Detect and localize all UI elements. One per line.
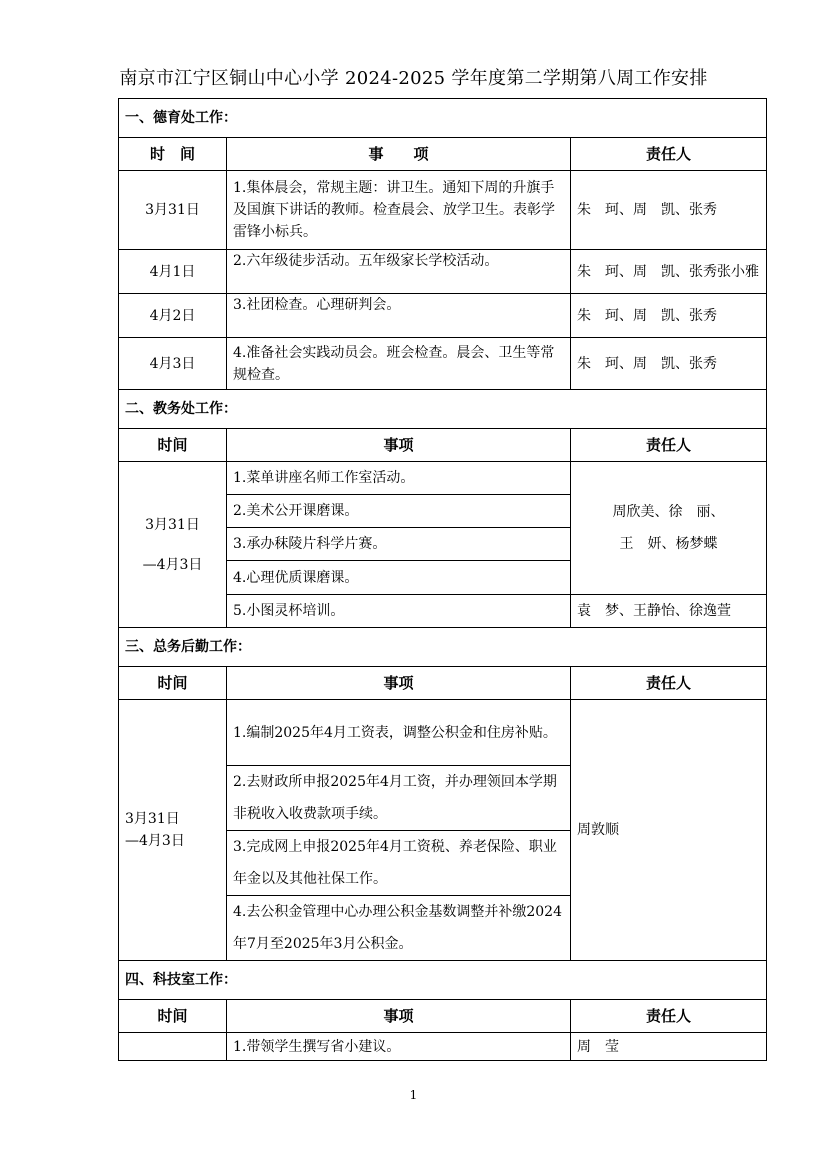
person-line: 王 妍、杨梦蝶	[619, 536, 718, 552]
page-number: 1	[409, 1088, 418, 1102]
table-row	[119, 1033, 767, 1061]
col-header-person: 责任人	[571, 429, 767, 462]
col-header-item: 事 项	[227, 138, 571, 171]
section-zongwu-heading-row	[119, 628, 767, 667]
col-header-time: 时间	[119, 1000, 227, 1033]
section-jiaowu-heading-row	[119, 390, 767, 429]
col-header-item: 事项	[227, 429, 571, 462]
col-header-person: 责任人	[571, 1000, 767, 1033]
col-header-person: 责任人	[571, 667, 767, 700]
section-heading: 一、德育处工作：	[119, 99, 767, 138]
row-date	[119, 700, 227, 961]
row-person: 袁 梦、王静怡、徐逸萱	[571, 595, 767, 628]
table-row	[119, 294, 767, 338]
col-header-time: 时 间	[119, 138, 227, 171]
schedule-table	[118, 98, 767, 1061]
row-person: 朱 珂、周 凯、张秀张小雅	[571, 250, 767, 294]
row-person	[571, 462, 767, 595]
row-item: 5.小图灵杯培训。	[227, 595, 571, 628]
section-heading: 二、教务处工作：	[119, 390, 767, 429]
row-item: 1.编制2025年4月工资表，调整公积金和住房补贴。	[227, 700, 571, 766]
row-item: 3.承办秣陵片科学片赛。	[227, 528, 571, 561]
col-header-time: 时间	[119, 667, 227, 700]
col-header-item: 事项	[227, 1000, 571, 1033]
table-row	[119, 462, 767, 495]
date-line: 3月31日	[125, 811, 180, 827]
section-heading: 三、总务后勤工作：	[119, 628, 767, 667]
row-item: 2.去财政所申报2025年4月工资，并办理领回本学期非税收入收费款项手续。	[227, 766, 571, 831]
row-item: 3.社团检查。心理研判会。	[227, 294, 571, 338]
table-header-row	[119, 429, 767, 462]
row-item: 1.集体晨会，常规主题：讲卫生。通知下周的升旗手及国旗下讲话的教师。检查晨会、放学卫生。表彰学雷锋小标兵。	[227, 171, 571, 250]
table-row	[119, 338, 767, 390]
row-date	[119, 1033, 227, 1061]
row-person: 朱 珂、周 凯、张秀	[571, 294, 767, 338]
row-item: 2.美术公开课磨课。	[227, 495, 571, 528]
person-line: 周欣美、徐 丽、	[612, 504, 725, 520]
row-item: 2.六年级徒步活动。五年级家长学校活动。	[227, 250, 571, 294]
col-header-time: 时间	[119, 429, 227, 462]
date-line: 3月31日	[145, 516, 200, 533]
table-header-row	[119, 1000, 767, 1033]
section-keji-heading-row	[119, 961, 767, 1000]
table-row	[119, 700, 767, 766]
row-date: 4月1日	[119, 250, 227, 294]
table-row	[119, 250, 767, 294]
table-header-row	[119, 667, 767, 700]
row-item: 3.完成网上申报2025年4月工资税、养老保险、职业年金以及其他社保工作。	[227, 831, 571, 896]
section-heading: 四、科技室工作：	[119, 961, 767, 1000]
row-person: 周 莹	[571, 1033, 767, 1061]
table-row	[119, 171, 767, 250]
table-header-row	[119, 138, 767, 171]
date-line: —4月3日	[125, 833, 185, 849]
col-header-person: 责任人	[571, 138, 767, 171]
page-title: 南京市江宁区铜山中心小学 2024-2025 学年度第二学期第八周工作安排	[119, 68, 708, 89]
row-item: 1.菜单讲座名师工作室活动。	[227, 462, 571, 495]
row-date: 4月3日	[119, 338, 227, 390]
row-person: 朱 珂、周 凯、张秀	[571, 171, 767, 250]
row-date	[119, 462, 227, 628]
row-date: 3月31日	[119, 171, 227, 250]
date-line: —4月3日	[142, 556, 203, 573]
row-item: 4.准备社会实践动员会。班会检查。晨会、卫生等常规检查。	[227, 338, 571, 390]
section-deyu-heading-row	[119, 99, 767, 138]
col-header-item: 事项	[227, 667, 571, 700]
row-date: 4月2日	[119, 294, 227, 338]
row-item: 4.心理优质课磨课。	[227, 561, 571, 595]
row-person: 周敦顺	[571, 700, 767, 961]
row-item: 1.带领学生撰写省小建议。	[227, 1033, 571, 1061]
row-item: 4.去公积金管理中心办理公积金基数调整并补缴2024年7月至2025年3月公积金。	[227, 896, 571, 961]
row-person: 朱 珂、周 凯、张秀	[571, 338, 767, 390]
